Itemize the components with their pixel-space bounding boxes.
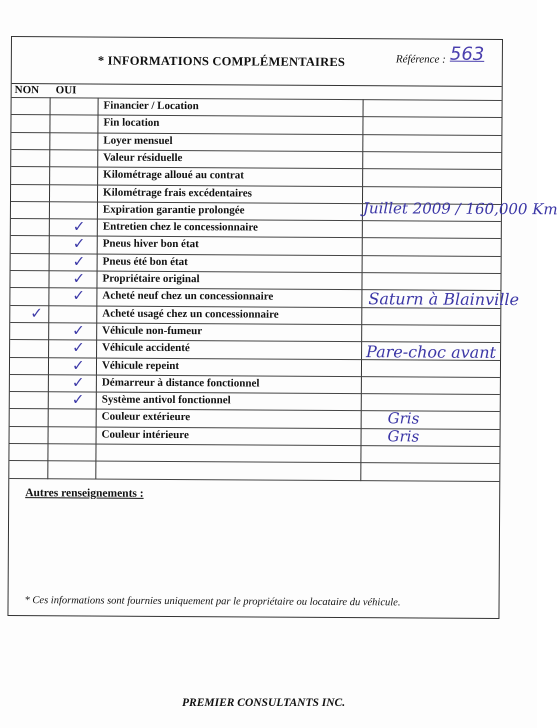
row-label: Loyer mensuel <box>103 134 173 147</box>
col-header-non: NON <box>14 84 40 97</box>
form-box <box>7 36 558 619</box>
oui-checkmark-icon: ✓ <box>72 234 86 253</box>
other-info-label: Autres renseignements : <box>25 487 144 500</box>
row-label: Financier / Location <box>103 99 199 113</box>
row-label: Véhicule accidenté <box>102 341 190 355</box>
company-name: PREMIER CONSULTANTS INC. <box>182 697 346 709</box>
oui-checkmark-icon: ✓ <box>72 217 86 236</box>
handwritten-dealer: Saturn à Blainville <box>368 289 520 310</box>
row-label: Couleur extérieure <box>101 410 191 424</box>
row-label: Pneus été bon état <box>102 255 188 268</box>
row-label: Démarreur à distance fonctionnel <box>101 376 260 390</box>
reference-number: 563 <box>449 43 485 65</box>
handwritten-color-int: Gris <box>387 427 420 446</box>
oui-checkmark-icon: ✓ <box>72 321 85 340</box>
row-label: Système antivol fonctionnel <box>101 393 231 407</box>
oui-checkmark-icon: ✓ <box>71 355 85 374</box>
col-header-oui: OUI <box>55 84 77 97</box>
oui-checkmark-icon: ✓ <box>71 390 85 409</box>
row-label: Valeur résiduelle <box>103 151 183 164</box>
row-label: Entretien chez le concessionnaire <box>102 220 258 234</box>
row-label: Acheté usagé chez un concessionnaire <box>102 307 279 321</box>
oui-checkmark-icon: ✓ <box>72 269 86 288</box>
oui-checkmark-icon: ✓ <box>72 286 86 305</box>
row-label: Kilométrage frais excédentaires <box>103 186 252 199</box>
handwritten-color-ext: Gris <box>387 409 420 428</box>
form-title: * INFORMATIONS COMPLÉMENTAIRES <box>97 53 346 70</box>
oui-checkmark-icon: ✓ <box>72 338 85 357</box>
row-label: Expiration garantie prolongée <box>102 203 245 217</box>
row-label: Fin location <box>103 116 160 130</box>
non-checkmark-icon: ✓ <box>30 303 43 322</box>
row-label: Couleur intérieure <box>101 428 189 441</box>
reference-label: Référence : <box>395 53 446 66</box>
row-label: Kilométrage alloué au contrat <box>103 168 245 182</box>
row-label: Véhicule repeint <box>101 359 180 372</box>
footnote: * Ces informations sont fournies uniquement par le propriétaire ou locataire du véhicule. <box>24 595 401 609</box>
oui-checkmark-icon: ✓ <box>71 373 85 392</box>
form-header <box>12 37 502 87</box>
row-label: Pneus hiver bon état <box>102 237 199 251</box>
row-label: Véhicule non-fumeur <box>102 324 203 338</box>
row-label: Acheté neuf chez un concessionnaire <box>102 289 274 303</box>
handwritten-accident: Pare-choc avant <box>366 342 497 362</box>
oui-checkmark-icon: ✓ <box>72 252 86 271</box>
row-label: Propriétaire original <box>102 272 200 286</box>
handwritten-warranty: Juillet 2009 / 160,000 Km <box>362 199 558 219</box>
